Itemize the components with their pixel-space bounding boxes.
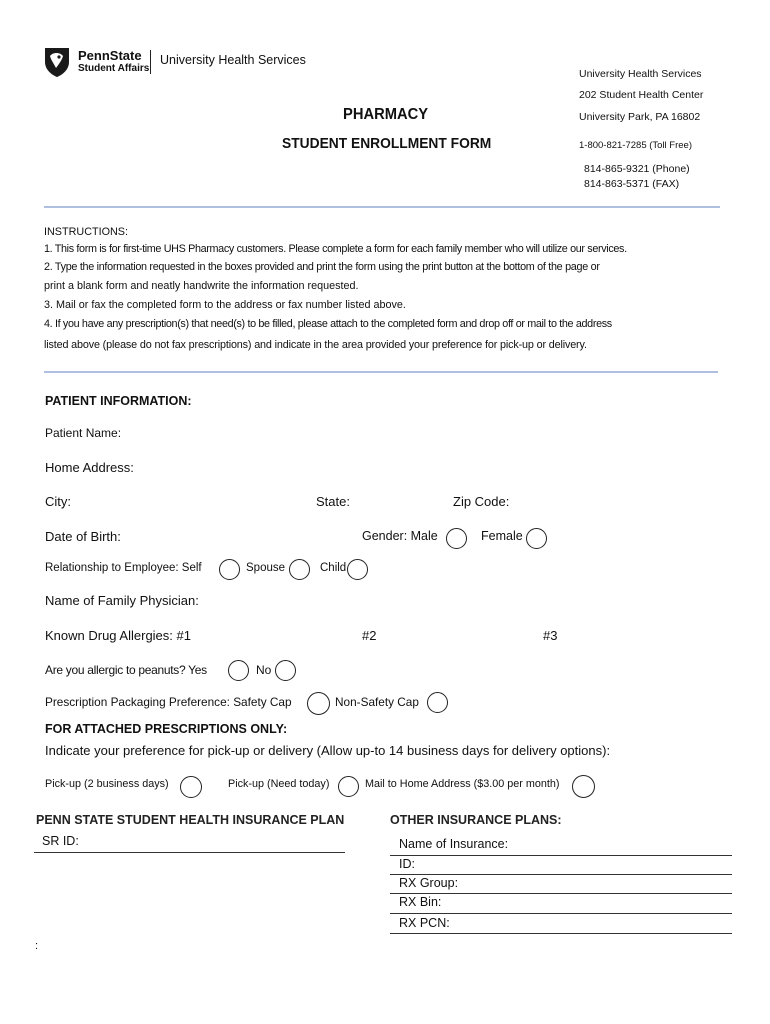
sr-id-label: SR ID:: [42, 834, 79, 848]
insurance-id-label: ID:: [399, 857, 415, 871]
peanuts-yes-radio[interactable]: [228, 660, 249, 681]
address-line1: University Health Services: [579, 68, 702, 80]
gender-female-radio[interactable]: [526, 528, 547, 549]
zip-label: Zip Code:: [453, 494, 510, 509]
relationship-spouse-radio[interactable]: [289, 559, 310, 580]
relationship-self-radio[interactable]: [219, 559, 240, 580]
packaging-label: Prescription Packaging Preference: Safety Cap: [45, 695, 292, 709]
page-subtitle: STUDENT ENROLLMENT FORM: [282, 135, 492, 152]
logo-name: PennState: [78, 48, 142, 63]
fax: 814-863-5371 (FAX): [584, 178, 680, 190]
safety-cap-radio[interactable]: [307, 692, 330, 715]
logo-department: University Health Services: [160, 53, 306, 67]
divider: [44, 371, 718, 373]
mail-home-label: Mail to Home Address ($3.00 per month): [365, 778, 560, 790]
relationship-spouse-label: Spouse: [246, 562, 286, 574]
state-label: State:: [316, 494, 350, 509]
pickup-today-label: Pick-up (Need today): [228, 778, 330, 790]
pickup-2day-radio[interactable]: [180, 776, 202, 798]
gender-male-radio[interactable]: [446, 528, 467, 549]
instruction-4b: listed above (please do not fax prescriptions) and indicate in the area provided your preference for pick-up or delivery.: [44, 339, 587, 351]
insurance-name-label: Name of Insurance:: [399, 837, 509, 851]
rx-group-field[interactable]: [390, 893, 732, 894]
instruction-2b: print a blank form and neatly handwrite the information requested.: [44, 280, 359, 292]
rx-bin-field[interactable]: [390, 913, 732, 914]
divider: [44, 206, 720, 208]
non-safety-cap-label: Non-Safety Cap: [335, 695, 419, 709]
address-line3: University Park, PA 16802: [579, 111, 701, 123]
sr-id-field[interactable]: [34, 852, 345, 853]
instructions-heading: INSTRUCTIONS:: [44, 226, 128, 238]
peanuts-no-radio[interactable]: [275, 660, 296, 681]
pickup-2day-label: Pick-up (2 business days): [45, 778, 169, 790]
mail-home-radio[interactable]: [572, 775, 595, 798]
allergy-2-label: #2: [362, 628, 377, 643]
relationship-child-label: Child: [320, 562, 347, 574]
gender-female-label: Female: [481, 529, 523, 543]
dob-label: Date of Birth:: [45, 529, 121, 544]
allergy-3-label: #3: [543, 628, 558, 643]
patient-info-heading: PATIENT INFORMATION:: [45, 394, 192, 408]
home-address-label: Home Address:: [45, 460, 134, 475]
instruction-2a: 2. Type the information requested in the boxes provided and print the form using the print button at the bottom of the page or: [44, 261, 600, 273]
address-line2: 202 Student Health Center: [579, 89, 704, 101]
instruction-1: 1. This form is for first-time UHS Pharmacy customers. Please complete a form for each family member who will utilize our services.: [44, 243, 627, 255]
relationship-label: Relationship to Employee: Self: [45, 562, 202, 574]
non-safety-cap-radio[interactable]: [427, 692, 448, 713]
footer-mark: :: [35, 940, 39, 952]
phone: 814-865-9321 (Phone): [584, 163, 690, 175]
toll-free: 1-800-821-7285 (Toll Free): [579, 140, 693, 151]
peanuts-label: Are you allergic to peanuts? Yes: [45, 663, 207, 677]
gender-label: Gender: Male: [362, 529, 438, 543]
delivery-instruction: Indicate your preference for pick-up or delivery (Allow up-to 14 business days for delivery options):: [45, 743, 611, 758]
rx-group-label: RX Group:: [399, 876, 459, 890]
city-label: City:: [45, 494, 71, 509]
nittany-lion-shield-icon: [44, 46, 70, 78]
attached-heading: FOR ATTACHED PRESCRIPTIONS ONLY:: [45, 722, 288, 736]
rx-pcn-label: RX PCN:: [399, 916, 450, 930]
page-title: PHARMACY: [343, 106, 429, 123]
psu-insurance-heading: PENN STATE STUDENT HEALTH INSURANCE PLAN: [36, 813, 345, 827]
insurance-name-field[interactable]: [390, 855, 732, 856]
pickup-today-radio[interactable]: [338, 776, 359, 797]
instruction-4a: 4. If you have any prescription(s) that need(s) to be filled, please attach to the completed form and drop off or mail to the address: [44, 318, 612, 330]
other-insurance-heading: OTHER INSURANCE PLANS:: [390, 813, 562, 827]
rx-bin-label: RX Bin:: [399, 895, 442, 909]
relationship-child-radio[interactable]: [347, 559, 368, 580]
rx-pcn-field[interactable]: [390, 933, 732, 934]
logo-divider: [150, 50, 151, 74]
insurance-id-field[interactable]: [390, 874, 732, 875]
peanuts-no-label: No: [256, 663, 272, 677]
logo-sub: Student Affairs: [78, 63, 150, 74]
patient-name-label: Patient Name:: [45, 426, 122, 440]
physician-label: Name of Family Physician:: [45, 593, 199, 608]
instruction-3: 3. Mail or fax the completed form to the address or fax number listed above.: [44, 299, 406, 311]
allergies-label: Known Drug Allergies: #1: [45, 628, 191, 643]
